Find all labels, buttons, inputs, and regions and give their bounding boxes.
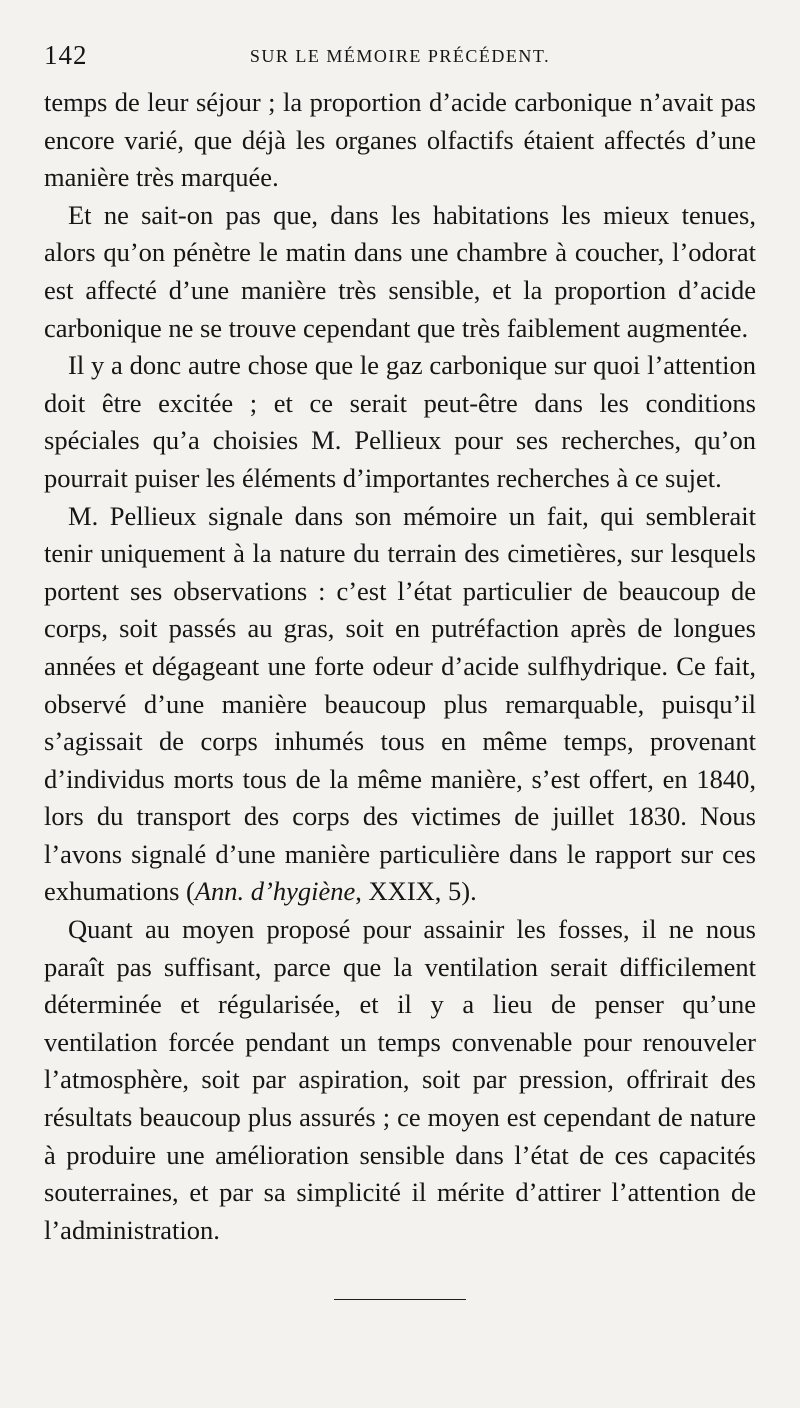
paragraph-continuation: temps de leur séjour ; la proportion d’acide carbonique n’avait pas encore varié, que déjà les organes olfactifs étaient affectés d’une manière très marquée. [44,87,756,193]
section-rule [334,1299,466,1300]
citation-reference: Ann. d’hygiène [194,876,356,907]
paragraph-text-after-reference: , XXIX, 5). [355,876,477,907]
paragraph-pellieux-observation [44,498,756,912]
running-head [44,28,756,70]
paragraph-text-before-reference: M. Pellieux signale dans son mémoire un fait, qui semblerait tenir uniquement à la nature du terrain des cimetières, sur lesquels portent ses observations : c’est l’état particulier de beaucoup de corps, soit passés au gras, soit en putréfaction après de longues années et dégageant une forte odeur d’acide sulfhydrique. Ce fait, observé d’une manière beaucoup plus remarquable, puisqu’il s’agissait de corps inhumés tous en même temps, provenant d’individus morts tous de la même manière, s’est offert, en 1840, lors du transport des corps des victimes de juillet 1830. Nous l’avons signalé d’une manière particulière dans le rapport sur ces exhumations ( [44,500,756,907]
body-text [44,84,756,1249]
paragraph-bedroom-odor: Et ne sait-on pas que, dans les habitations les mieux tenues, alors qu’on pénètre le matin dans une chambre à coucher, l’odorat est affecté d’une manière très sensible, et la proportion d’acide carbonique ne se trouve cependant que très faiblement augmentée. [44,199,756,343]
running-title: SUR LE MÉMOIRE PRÉCÉDENT. [249,46,551,66]
paragraph-carbonic-gas: Il y a donc autre chose que le gaz carbonique sur quoi l’attention doit être excitée ; et ce serait peut-être dans les conditions spéciales qu’a choisies M. Pellieux pour ses recherches, qu’on pourrait puiser les éléments d’importantes recherches à ce sujet. [44,350,756,493]
paragraph-ventilation: Quant au moyen proposé pour assainir les fosses, il ne nous paraît pas suffisant, parce que la ventilation serait difficilement déterminée et régularisée, et il y a lieu de penser qu’une ventilation forcée pendant un temps convenable pour renouveler l’atmosphère, soit par aspiration, soit par pression, offrirait des résultats beaucoup plus assurés ; ce moyen est cependant de nature à produire une amélioration sensible dans l’état de ces capacités souterraines, et par sa simplicité il mérite d’attirer l’attention de l’administration. [44,914,756,1245]
page-number: 142 [44,40,88,70]
